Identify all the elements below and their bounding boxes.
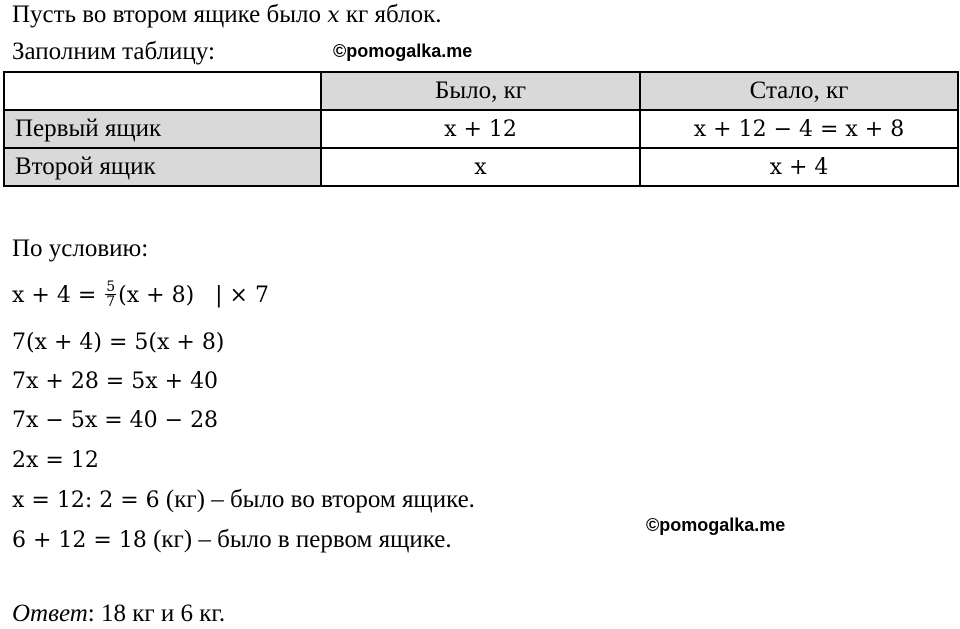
equation-7-text: (кг) – было в первом ящике. — [146, 526, 452, 553]
intro-line-1 — [12, 0, 442, 31]
table-corner-cell — [4, 72, 321, 110]
watermark-top: ©pomogalka.me — [333, 41, 473, 61]
table-header-before: Было, кг — [321, 72, 640, 110]
equation-2: 7(x + 4) = 5(x + 8) — [12, 330, 225, 355]
fraction-numerator: 5 — [106, 278, 116, 295]
fraction — [105, 280, 116, 309]
equation-3: 7x + 28 = 5x + 40 — [12, 369, 219, 394]
watermark-bottom: ©pomogalka.me — [646, 515, 786, 535]
table-header-row — [4, 72, 958, 110]
answer-label: Ответ — [12, 600, 88, 627]
equation-6-math: x = 12: 2 = 6 — [12, 488, 160, 513]
data-table — [3, 71, 959, 187]
equation-4: 7x − 5x = 40 − 28 — [12, 408, 219, 433]
intro-text-a: Пусть во втором ящике было — [12, 1, 328, 28]
equation-1-right: (x + 8) — [118, 283, 195, 308]
equation-6 — [12, 485, 475, 516]
condition-label: По условию: — [12, 235, 149, 262]
table-header-after: Стало, кг — [640, 72, 958, 110]
answer-text: : 18 кг и 6 кг. — [87, 600, 226, 627]
equation-7 — [12, 525, 452, 556]
answer-line — [12, 599, 225, 629]
intro-text-b: кг яблок. — [339, 1, 442, 28]
equation-7-math: 6 + 12 = 18 — [12, 528, 147, 553]
intro-variable: x — [327, 3, 340, 28]
table-cell-before: x + 12 — [321, 110, 640, 148]
intro-line-2: Заполним таблицу: — [12, 38, 215, 65]
equation-1-note: | × 7 — [215, 283, 269, 308]
table-row — [4, 148, 958, 186]
fraction-denominator: 7 — [106, 293, 116, 310]
table-row-label: Первый ящик — [4, 110, 321, 148]
table-cell-after: x + 4 — [640, 148, 958, 186]
equation-5: 2x = 12 — [12, 448, 99, 473]
table-cell-after: x + 12 − 4 = x + 8 — [640, 110, 958, 148]
equation-6-text: (кг) – было во втором ящике. — [159, 486, 475, 513]
equation-1-left: x + 4 = — [12, 283, 104, 308]
table-row-label: Второй ящик — [4, 148, 321, 186]
table-cell-before: x — [321, 148, 640, 186]
table-row — [4, 110, 958, 148]
equation-1 — [12, 278, 269, 311]
